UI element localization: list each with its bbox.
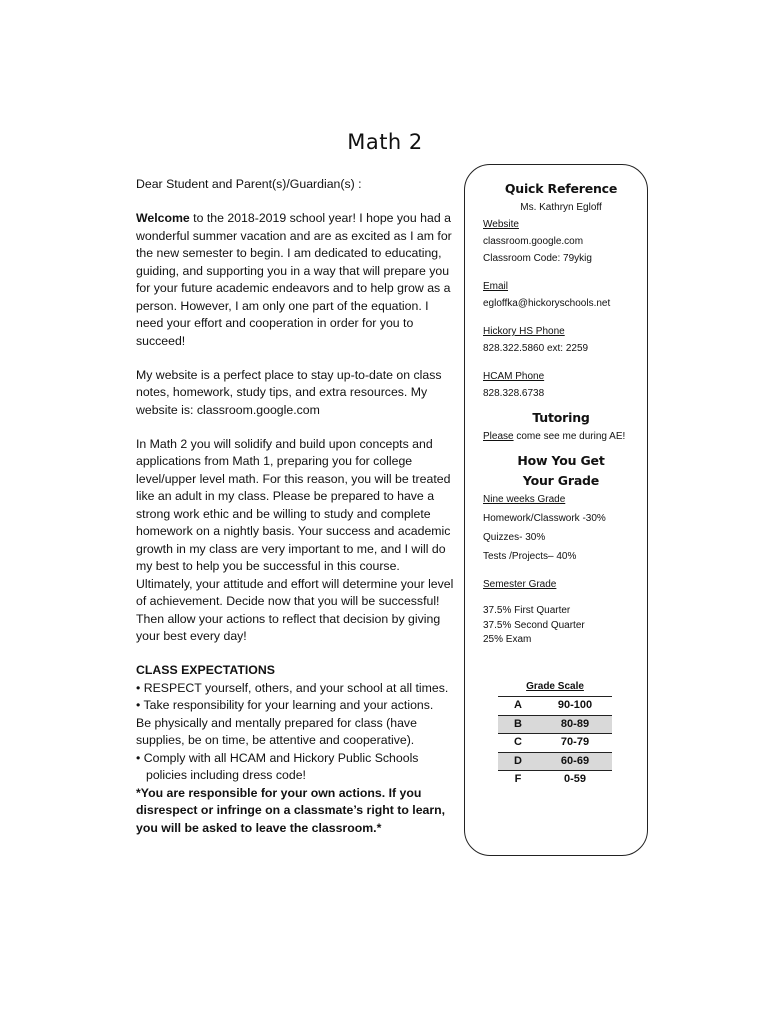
hhs-phone: 828.322.5860 ext: 2259 xyxy=(483,343,589,354)
grade-scale-table xyxy=(498,680,612,789)
expectation-text: Be physically and mentally prepared for class (have supplies, be on time, be attentive and cooperative). xyxy=(136,715,417,747)
welcome-bold: Welcome xyxy=(136,211,190,225)
grade-row xyxy=(498,697,612,715)
hcam-phone-label: HCAM Phone xyxy=(483,371,545,382)
math2-paragraph: In Math 2 you will solidify and build upon concepts and applications from Math 1, preparing you for college level/upper level math. For this reason, you will be treated like an adult in my class. Please be prepared to have a strong work ethic and be willing to study and complete homework on a nightly basis. Your success and academic growth in my class are very important to me, and I will do my best to help you be successful in this course. Ultimately, your attitude and effort will determine your level of achievement. Decide now that you will be successful! Then allow your actions to reflect that decision by giving your best every day! xyxy=(136,436,454,643)
grade-letter: F xyxy=(514,773,522,785)
grade-row xyxy=(498,715,612,734)
exam-weight: 25% Exam xyxy=(483,634,532,645)
homework-weight: Homework/Classwork -30% xyxy=(483,513,606,524)
first-quarter-weight: 37.5% First Quarter xyxy=(483,605,571,616)
semester-label: Semester Grade xyxy=(483,579,557,590)
responsibility-note: *You are responsible for your own actions. If you disrespect or infringe on a classmate’s right to learn, you will be asked to leave the classroom.* xyxy=(136,785,446,835)
classroom-code: Classroom Code: 79ykig xyxy=(483,253,592,264)
grade-letter: C xyxy=(514,736,522,748)
grade-letter: A xyxy=(514,699,522,711)
nine-weeks-label: Nine weeks Grade xyxy=(483,494,566,505)
hcam-phone: 828.328.6738 xyxy=(483,388,545,399)
expectation-item: • RESPECT yourself, others, and your school at all times. xyxy=(136,680,449,695)
grade-heading-line2: Your Grade xyxy=(522,473,600,488)
hhs-phone-label: Hickory HS Phone xyxy=(483,326,565,337)
grade-letter: B xyxy=(514,718,522,730)
quizzes-weight: Quizzes- 30% xyxy=(483,532,546,543)
expectation-item: • Comply with all HCAM and Hickory Public Schools policies including dress code! xyxy=(136,750,419,782)
quick-reference-heading: Quick Reference xyxy=(504,181,618,196)
tutoring-text xyxy=(483,428,639,445)
grade-row xyxy=(498,752,612,771)
grade-scale-title: Grade Scale xyxy=(526,681,584,692)
website-label: Website xyxy=(483,219,519,230)
tutoring-heading: Tutoring xyxy=(532,410,590,425)
email-label: Email xyxy=(483,281,509,292)
letter-body xyxy=(136,176,454,837)
grade-range: 80-89 xyxy=(560,718,590,730)
tests-weight: Tests /Projects– 40% xyxy=(483,551,577,562)
grade-range: 90-100 xyxy=(557,699,593,711)
greeting: Dear Student and Parent(s)/Guardian(s) : xyxy=(136,177,362,191)
email-address[interactable]: egloffka@hickoryschools.net xyxy=(483,298,611,309)
tutoring-rest: come see me during AE! xyxy=(513,431,626,442)
grade-range: 0-59 xyxy=(563,773,587,785)
teacher-name: Ms. Kathryn Egloff xyxy=(520,202,602,213)
expectation-item: • Take responsibility for your learning and your actions. xyxy=(136,698,434,712)
welcome-paragraph xyxy=(136,210,454,350)
grade-row xyxy=(498,734,612,752)
page-title: Math 2 xyxy=(347,130,423,154)
website-paragraph: My website is a perfect place to stay up-to-date on class notes, homework, study tips, and extra resources. My website is: classroom.google.com xyxy=(136,367,442,417)
grade-heading-line1: How You Get xyxy=(517,453,605,468)
website-url[interactable]: classroom.google.com xyxy=(483,236,584,247)
grade-range: 60-69 xyxy=(560,755,590,767)
second-quarter-weight: 37.5% Second Quarter xyxy=(483,619,585,631)
tutoring-please: Please xyxy=(483,431,514,442)
grade-range: 70-79 xyxy=(560,736,590,748)
welcome-text: to the 2018-2019 school year! I hope you had a wonderful summer vacation and are as excited as I am for the new semester to begin. I am dedicated to educating, guiding, and supporting you in a way that will prepare you for your future academic endeavors and to help grow as a person. However, I am only one part of the equation. I need your effort and cooperation in order for you to succeed! xyxy=(136,211,452,348)
expectations-heading: CLASS EXPECTATIONS xyxy=(136,663,275,677)
grade-letter: D xyxy=(514,755,522,767)
grade-row xyxy=(498,771,612,789)
class-expectations xyxy=(136,662,454,837)
